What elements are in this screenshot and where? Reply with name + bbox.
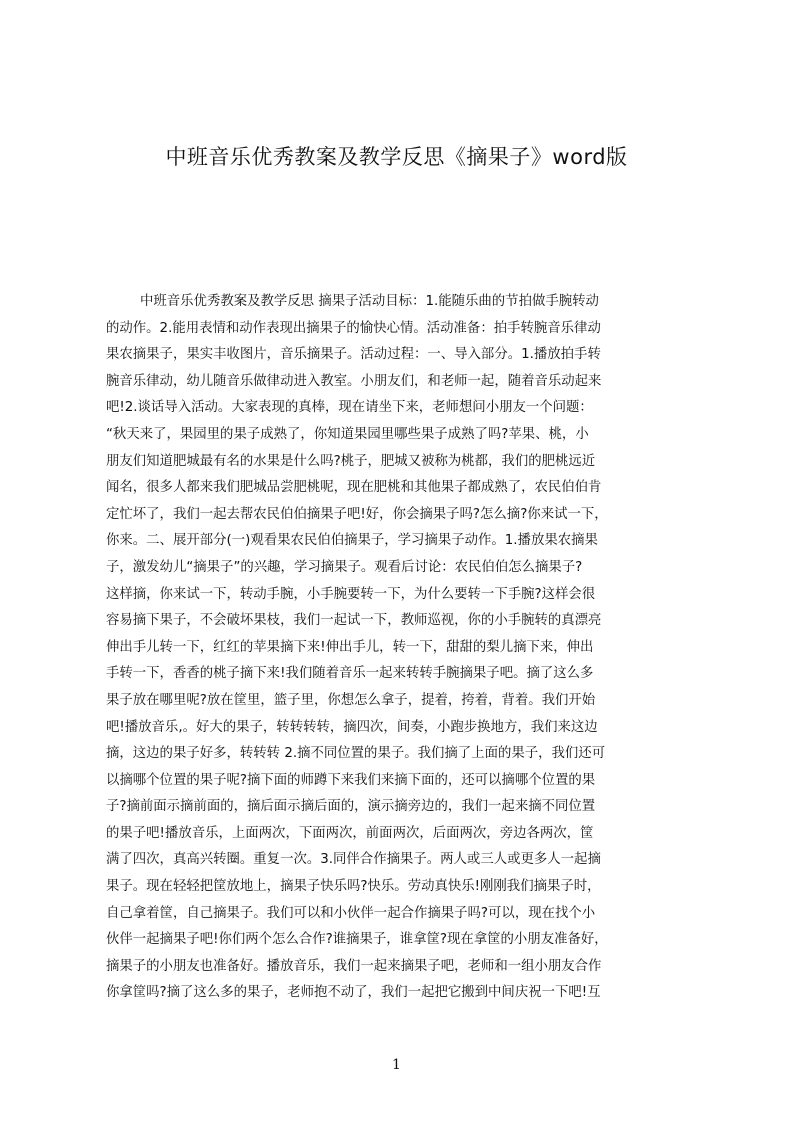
body-line: 果农摘果子，果实丰收图片，音乐摘果子。活动过程：一、导入部分。1.播放拍手转 — [106, 347, 601, 363]
body-line: 吧!2.谈话导入活动。大家表现的真棒，现在请坐下来，老师想问小朋友一个问题： — [106, 400, 593, 416]
body-line: “秋天来了，果园里的果子成熟了，你知道果园里哪些果子成熟了吗?苹果、桃，小 — [106, 426, 589, 442]
body-line: 的果子吧!播放音乐，上面两次，下面两次，前面两次，后面两次，旁边各两次，筐 — [106, 825, 594, 841]
document-title: 中班音乐优秀教案及教学反思《摘果子》word版 — [165, 145, 628, 169]
body-line: 中班音乐优秀教案及教学反思 摘果子活动目标：1.能随乐曲的节拍做手腕转动 — [140, 294, 599, 309]
body-line: 自己拿着筐，自己摘果子。我们可以和小伙伴一起合作摘果子吗?可以，现在找个小 — [106, 905, 596, 921]
body-line: 手转一下，香香的桃子摘下来!我们随着音乐一起来转转手腕摘果子吧。摘了这么多 — [106, 666, 594, 682]
body-line: 摘果子的小朋友也准备好。播放音乐，我们一起来摘果子吧，老师和一组小朋友合作 — [106, 958, 602, 974]
body-line: 你拿筐吗?摘了这么多的果子，老师抱不动了，我们一起把它搬到中间庆祝一下吧!互 — [106, 985, 601, 1001]
body-line: 满了四次，真高兴转圈。重复一次。3.同伴合作摘果子。两人或三人或更多人一起摘 — [106, 852, 601, 868]
body-line: 伙伴一起摘果子吧!你们两个怎么合作?谁摘果子，谁拿筐?现在拿筐的小朋友准备好， — [106, 932, 608, 948]
body-line: 朋友们知道肥城最有名的水果是什么吗?桃子，肥城又被称为桃都，我们的肥桃远近 — [106, 453, 596, 469]
body-line: 定忙坏了，我们一起去帮农民伯伯摘果子吧!好，你会摘果子吗?怎么摘?你来试一下， — [106, 506, 608, 522]
body-line: 闻名，很多人都来我们肥城品尝肥桃呢，现在肥桃和其他果子都成熟了，农民伯伯肯 — [106, 480, 602, 496]
body-line: 的动作。2.能用表情和动作表现出摘果子的愉快心情。活动准备：拍手转腕音乐律动 — [106, 320, 601, 336]
page-number: 1 — [392, 1057, 401, 1073]
body-line: 伸出手儿转一下，红红的苹果摘下来!伸出手儿，转一下，甜甜的梨儿摘下来，伸出 — [106, 639, 594, 655]
body-line: 果子放在哪里呢?放在筐里，篮子里，你想怎么拿子，提着，挎着，背着。我们开始 — [106, 692, 596, 708]
body-line: 吧!播放音乐,。好大的果子，转转转转，摘四次，间奏，小跑步换地方，我们来这边 — [106, 719, 598, 735]
body-line: 子，激发幼儿“摘果子”的兴趣，学习摘果子。观看后讨论：农民伯伯怎么摘果子? — [106, 559, 583, 575]
body-line: 这样摘，你来试一下，转动手腕，小手腕要转一下，为什么要转一下手腕?这样会很 — [106, 586, 596, 602]
body-line: 子?摘前面示摘前面的，摘后面示摘后面的，演示摘旁边的，我们一起来摘不同位置 — [106, 799, 596, 815]
body-line: 你来。二、展开部分(一)观看果农民伯伯摘果子，学习摘果子动作。1.播放果农摘果 — [106, 533, 598, 549]
document-body — [106, 289, 698, 1007]
body-line: 摘，这边的果子好多，转转转 2.摘不同位置的果子。我们摘了上面的果子，我们还可 — [106, 746, 606, 762]
body-line: 果子。现在轻轻把筐放地上，摘果子快乐吗?快乐。劳动真快乐!刚刚我们摘果子时， — [106, 879, 601, 895]
body-line: 容易摘下果子，不会破坏果枝，我们一起试一下，教师巡视，你的小手腕转的真漂亮 — [106, 613, 602, 629]
body-line: 以摘哪个位置的果子呢?摘下面的师蹲下来我们来摘下面的，还可以摘哪个位置的果 — [106, 772, 596, 788]
body-line: 腕音乐律动，幼儿随音乐做律动进入教室。小朋友们，和老师一起，随着音乐动起来 — [106, 373, 602, 389]
